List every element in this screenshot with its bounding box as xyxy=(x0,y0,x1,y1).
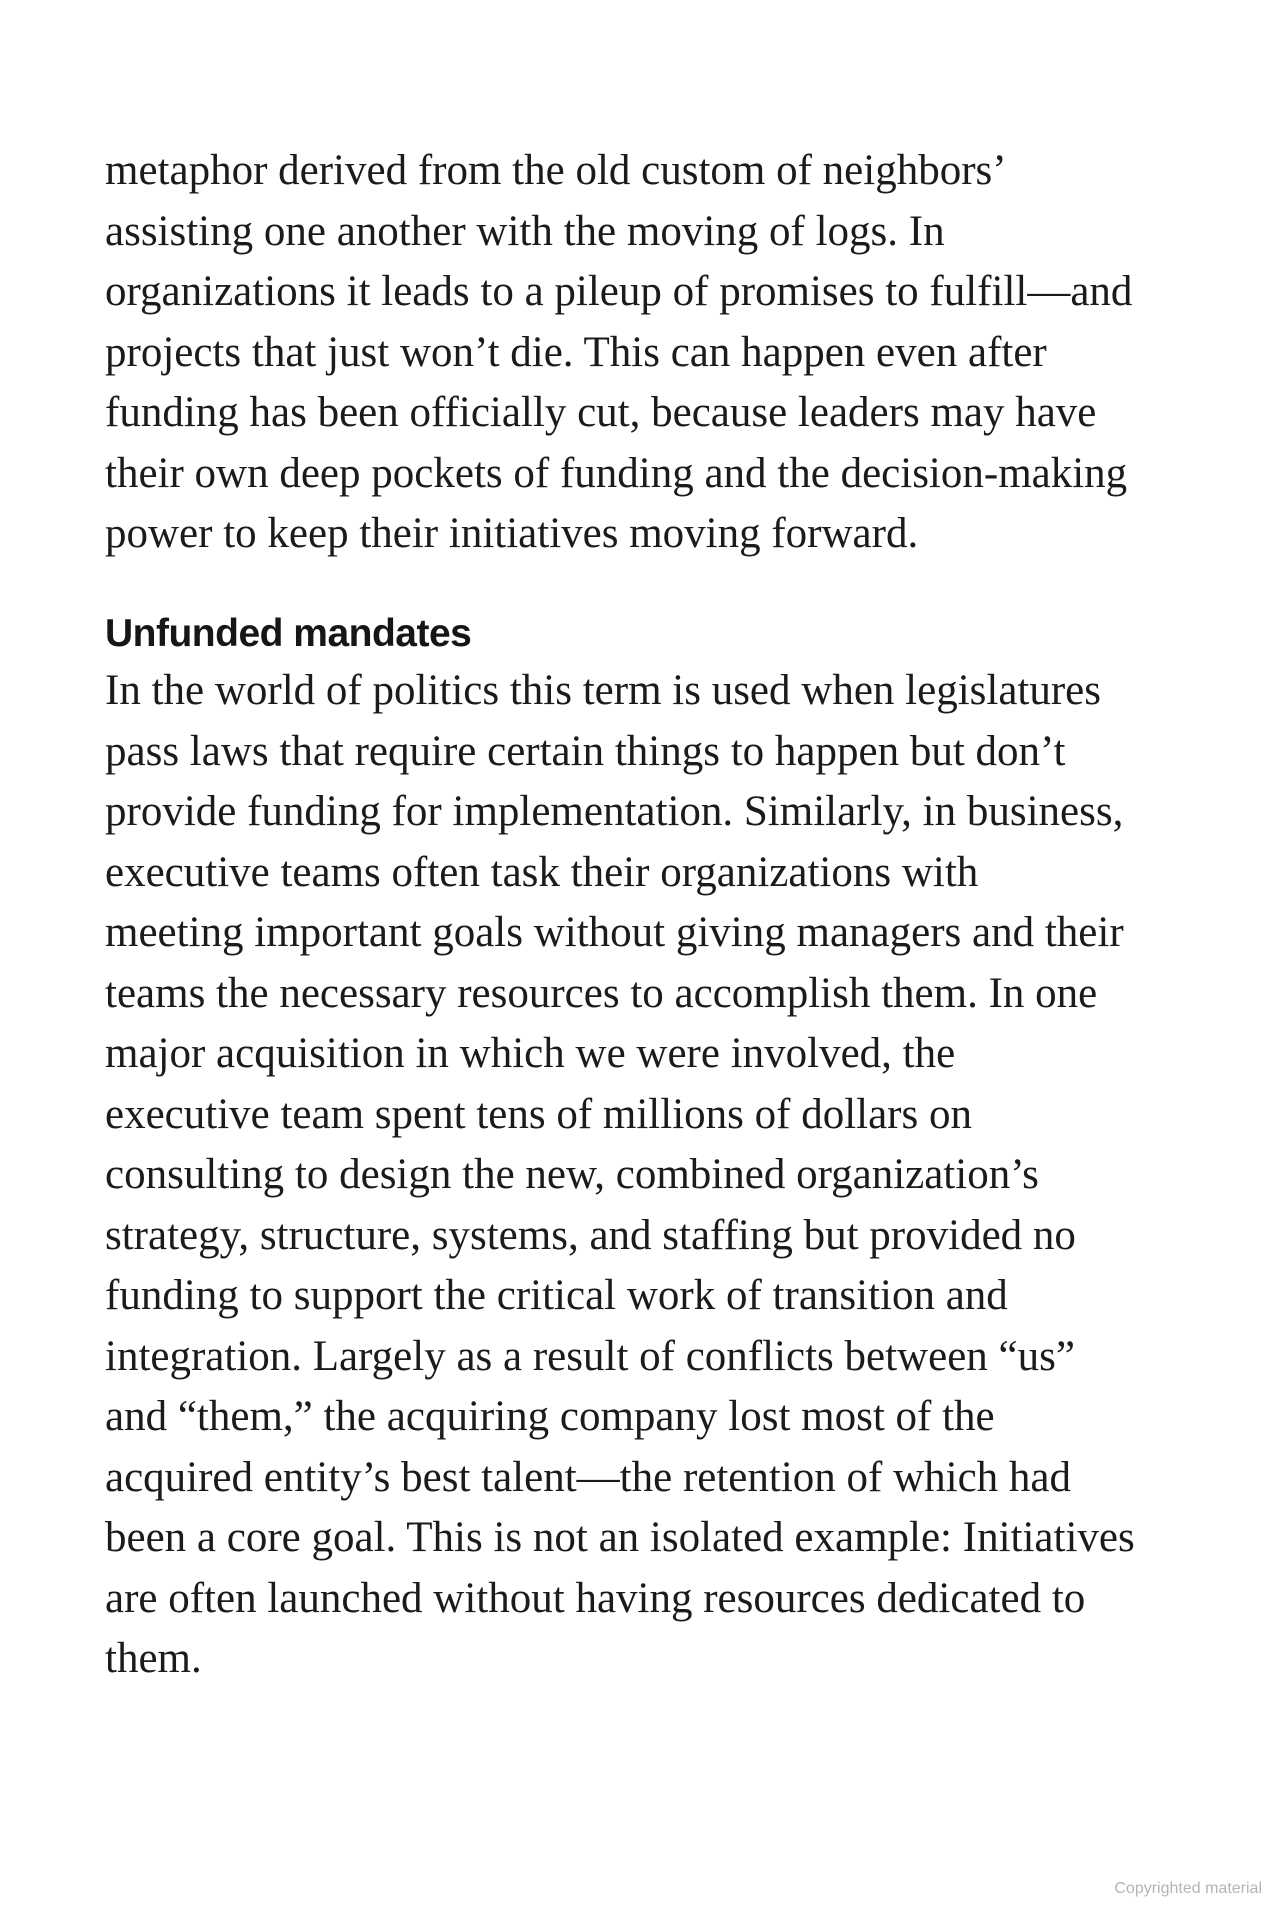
text-line: and “them,” the acquiring company lost most of the xyxy=(105,1393,995,1440)
text-line: funding to support the critical work of transition and xyxy=(105,1272,1008,1319)
text-line: In the world of politics this term is used when legislatures xyxy=(105,667,1101,714)
paragraph-unfunded-mandates xyxy=(105,661,1135,1690)
text-line: power to keep their initiatives moving forward. xyxy=(105,510,919,557)
text-line: consulting to design the new, combined organization’s xyxy=(105,1151,1039,1198)
text-line: executive team spent tens of millions of dollars on xyxy=(105,1090,972,1138)
text-line: them. xyxy=(105,1635,202,1682)
paragraph-continuation xyxy=(105,141,1132,565)
text-line: provide funding for implementation. Similarly, in business, xyxy=(105,788,1124,835)
text-line: strategy, structure, systems, and staffing but provided no xyxy=(105,1211,1076,1259)
text-line: projects that just won’t die. This can happen even after xyxy=(105,328,1047,376)
text-line: integration. Largely as a result of conflicts between “us” xyxy=(105,1332,1075,1380)
text-line: been a core goal. This is not an isolated example: Initiatives xyxy=(105,1514,1135,1561)
text-line: organizations it leads to a pileup of promises to fulfill—and xyxy=(105,268,1133,315)
text-line: assisting one another with the moving of logs. In xyxy=(105,207,945,255)
copyright-watermark: Copyrighted material xyxy=(1114,1880,1262,1897)
text-line: executive teams often task their organizations with xyxy=(105,848,979,896)
text-line: major acquisition in which we were involved, the xyxy=(105,1030,956,1077)
text-line: are often launched without having resources dedicated to xyxy=(105,1574,1086,1622)
text-line: pass laws that require certain things to happen but don’t xyxy=(105,727,1066,775)
text-line: funding has been officially cut, because leaders may have xyxy=(105,389,1097,436)
text-line: their own deep pockets of funding and the decision-making xyxy=(105,449,1128,497)
text-line: teams the necessary resources to accomplish them. In one xyxy=(105,969,1098,1017)
text-line: acquired entity’s best talent—the retention of which had xyxy=(105,1453,1072,1501)
text-line: metaphor derived from the old custom of neighbors’ xyxy=(105,147,1007,194)
section-heading: Unfunded mandates xyxy=(105,612,472,655)
text-line: meeting important goals without giving managers and their xyxy=(105,909,1124,956)
